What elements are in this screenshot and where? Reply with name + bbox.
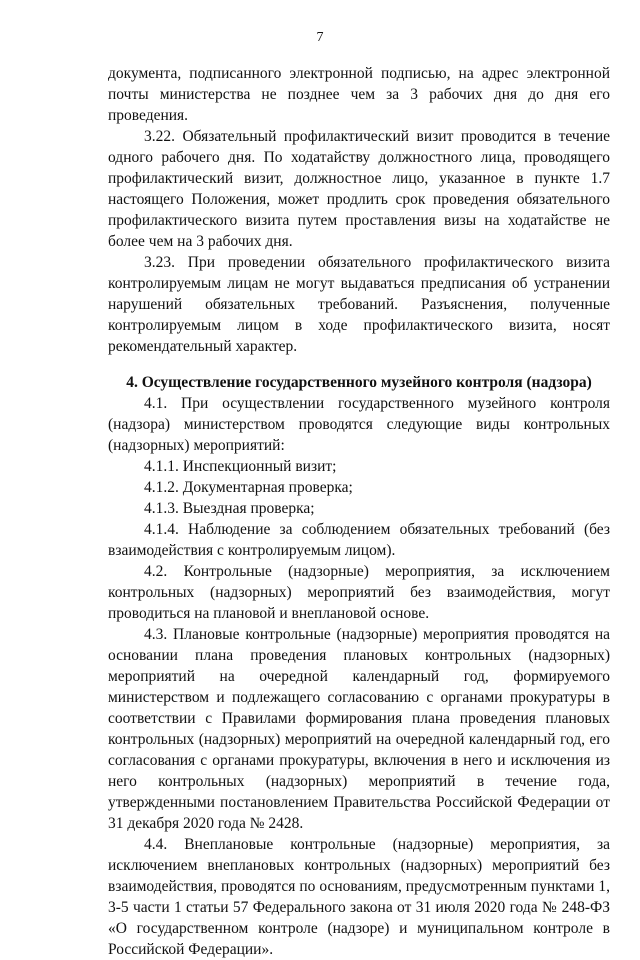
paragraph-4-1-1: 4.1.1. Инспекционный визит; — [144, 458, 337, 475]
paragraph-continuation: документа, подписанного электронной подписью, на адрес электронной почты министерства не позднее чем за 3 рабочих дня до дня его проведения. — [108, 65, 610, 124]
paragraph-3-22: 3.22. Обязательный профилактический визит проводится в течение одного рабочего дня. По ходатайству должностного лица, проводящего профилактический визит, должностное лицо, указанное в пункте 1.7 настоящего Положения, может продлить срок проведения обязательного профилактического визита путем проставления визы на ходатайстве не более чем на 3 рабочих дня. — [108, 128, 610, 250]
page-number: 7 — [316, 30, 324, 45]
paragraph-4-3: 4.3. Плановые контрольные (надзорные) мероприятия проводятся на основании плана проведения плановых контрольных (надзорных) мероприятий на очередной календарный год, формируемого министерством и подлежащего согласованию с органами прокуратуры в соответствии с Правилами формирования плана проведения плановых контрольных (надзорных) мероприятий на очередной календарный год, его согласования с органами прокуратуры, включения в него и исключения из него контрольных (надзорных) мероприятий в течение года, утвержденными постановлением Правительства Российской Федерации от 31 декабря 2020 года № 2428. — [108, 626, 610, 832]
document-body — [108, 63, 610, 960]
paragraph-4-2: 4.2. Контрольные (надзорные) мероприятия, за исключением контрольных (надзорных) мероприятий без взаимодействия, могут проводиться на плановой и внеплановой основе. — [108, 563, 610, 622]
paragraph-3-23: 3.23. При проведении обязательного профилактического визита контролируемым лицам не могут выдаваться предписания об устранении нарушений обязательных требований. Разъяснения, полученные контролируемым лицом в ходе профилактического визита, носят рекомендательный характер. — [108, 254, 610, 355]
paragraph-4-4: 4.4. Внеплановые контрольные (надзорные) мероприятия, за исключением внеплановых контрольных (надзорных) мероприятий без взаимодействия, проводятся по основаниям, предусмотренным пунктами 1, 3-5 части 1 статьи 57 Федерального закона от 31 июля 2020 года № 248-ФЗ «О государственном контроле (надзоре) и муниципальном контроле в Российской Федерации». — [108, 836, 610, 958]
paragraph-4-1-2: 4.1.2. Документарная проверка; — [144, 479, 353, 496]
paragraph-4-1-4: 4.1.4. Наблюдение за соблюдением обязательных требований (без взаимодействия с контролируемым лицом). — [108, 521, 610, 559]
paragraph-4-1-3: 4.1.3. Выездная проверка; — [144, 500, 315, 517]
section-heading-4: 4. Осуществление государственного музейного контроля (надзора) — [126, 374, 592, 391]
paragraph-4-1: 4.1. При осуществлении государственного музейного контроля (надзора) министерством проводятся следующие виды контрольных (надзорных) мероприятий: — [108, 395, 610, 454]
